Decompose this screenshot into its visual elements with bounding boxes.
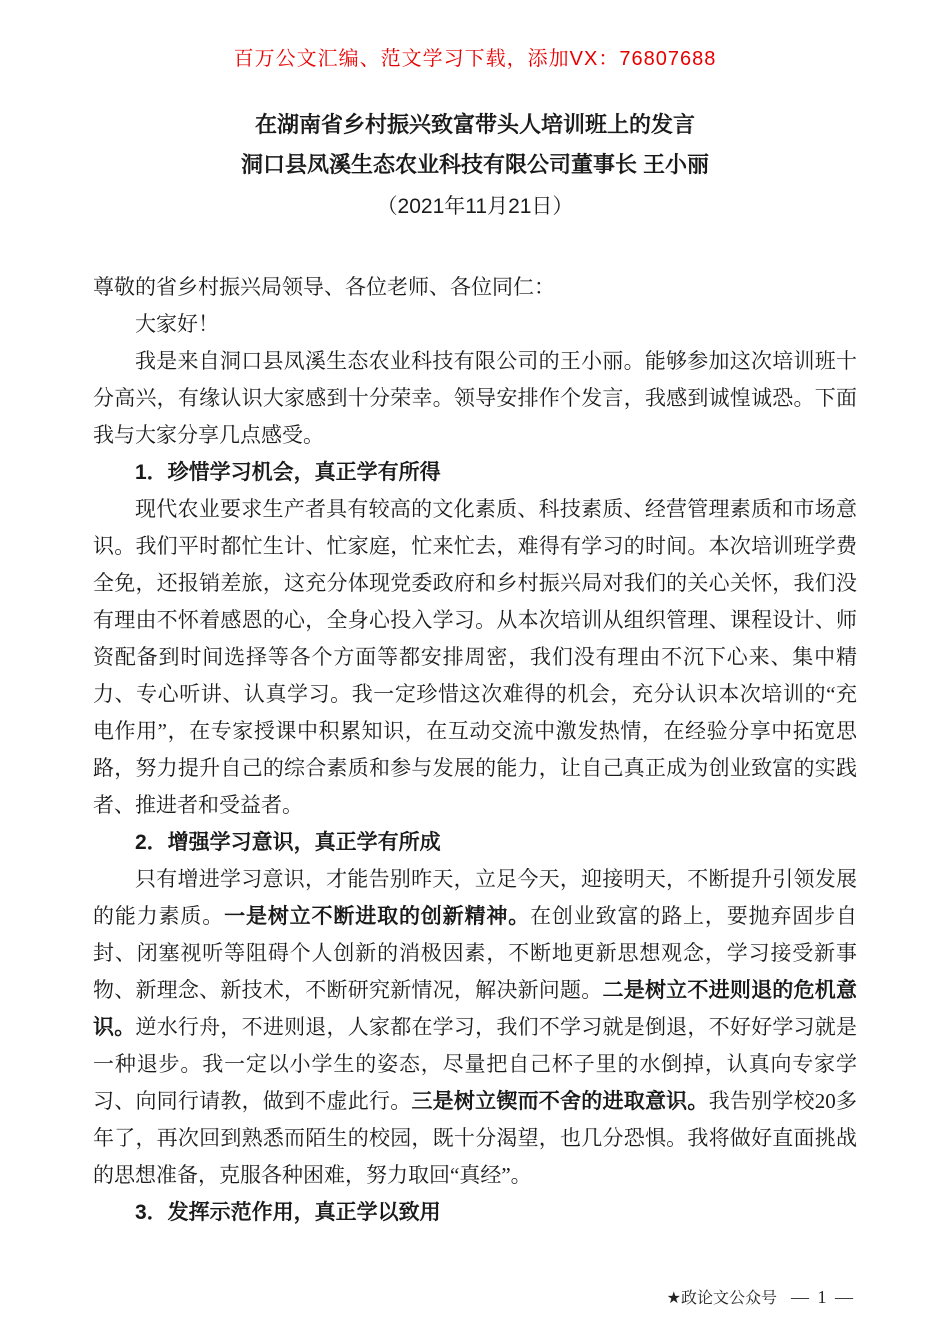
paragraph-intro xyxy=(93,343,857,454)
paragraph-text: 现代农业要求生产者具有较高的文化素质、科技素质、经营管理素质和市场意识。我们平时都忙生计、忙家庭，忙来忙去，难得有学习的时间。本次培训班学费全免，还报销差旅，这充分体现党委政府和乡村振兴局对我们的关心关怀，我们没有理由不怀着感恩的心，全身心投入学习。从本次培训从组织管理、课程设计、师资配备到时间选择等各个方面等都安排周密，我们没有理由不沉下心来、集中精力、专心听讲、认真学习。我一定珍惜这次难得的机会，充分认识本次培训的“充电作用”，在专家授课中积累知识，在互动交流中激发热情，在经验分享中拓宽思路，努力提升自己的综合素质和参与发展的能力，让自己真正成为创业致富的实践者、推进者和受益者。 xyxy=(93,497,857,817)
document-subtitle: 洞口县凤溪生态农业科技有限公司董事长 王小丽 xyxy=(240,152,710,177)
paragraph-text: 逆水行舟，不进则退，人家都在学习，我们不学习就是倒退，不好好学习就是一种退步。我一定以小学生的姿态，尽量把自己杯子里的水倒掉，认真向专家学习、向同行请教，做到不虚此行。 xyxy=(93,1015,858,1113)
paragraph-section-2 xyxy=(93,861,857,1194)
greeting xyxy=(93,306,857,343)
bold-point-1: 一是树立不断进取的创新精神。 xyxy=(224,905,531,928)
paragraph-section-1 xyxy=(93,491,857,824)
salutation-text: 尊敬的省乡村振兴局领导、各位老师、各位同仁： xyxy=(93,275,555,299)
paragraph-text: 我告别学校20多年了，再次回到熟悉而陌生的校园，既十分渴望，也几分恐惧。我将做好直面挑战的思想准备，克服各种困难，努力取回“真经”。 xyxy=(93,1089,858,1187)
section-heading-1 xyxy=(93,454,857,491)
paragraph-text: 只有增进学习意识，才能告别昨天，立足今天，迎接明天，不断提升引领发展的能力素质。 xyxy=(93,867,857,928)
section-heading-1-text: 1．珍惜学习机会，真正学有所得 xyxy=(135,461,441,484)
page-footer xyxy=(667,1285,855,1308)
greeting-text: 大家好！ xyxy=(135,312,219,336)
page-number: — 1 — xyxy=(791,1287,855,1307)
paragraph-text: 我是来自洞口县凤溪生态农业科技有限公司的王小丽。能够参加这次培训班十分高兴，有缘认识大家感到十分荣幸。领导安排作个发言，我感到诚惶诚恐。下面我与大家分享几点感受。 xyxy=(93,349,857,447)
bold-point-3: 三是树立锲而不舍的进取意识。 xyxy=(411,1090,709,1113)
paragraph-text: 在创业致富的路上，要抛弃固步自封、闭塞视听等阻碍个人创新的消极因素，不断地更新思想观念，学习接受新事物、新理念、新技术，不断研究新情况，解决新问题。 xyxy=(93,904,858,1002)
document-body xyxy=(93,269,857,1231)
title-block xyxy=(93,105,857,227)
section-heading-2 xyxy=(93,824,857,861)
section-heading-3-text: 3．发挥示范作用，真正学以致用 xyxy=(135,1201,441,1224)
bold-point-2: 二是树立不进则退的危机意识。 xyxy=(93,979,857,1039)
section-heading-2-text: 2．增强学习意识，真正学有所成 xyxy=(135,831,441,854)
header-ad-notice: 百万公文汇编、范文学习下载，添加VX：76807688 xyxy=(233,48,717,70)
footer-account-label: ★政论文公众号 xyxy=(666,1290,777,1307)
document-title: 在湖南省乡村振兴致富带头人培训班上的发言 xyxy=(254,112,695,137)
section-heading-3 xyxy=(93,1194,857,1231)
document-date: （2021年11月21日） xyxy=(376,195,574,218)
salutation xyxy=(93,269,857,306)
